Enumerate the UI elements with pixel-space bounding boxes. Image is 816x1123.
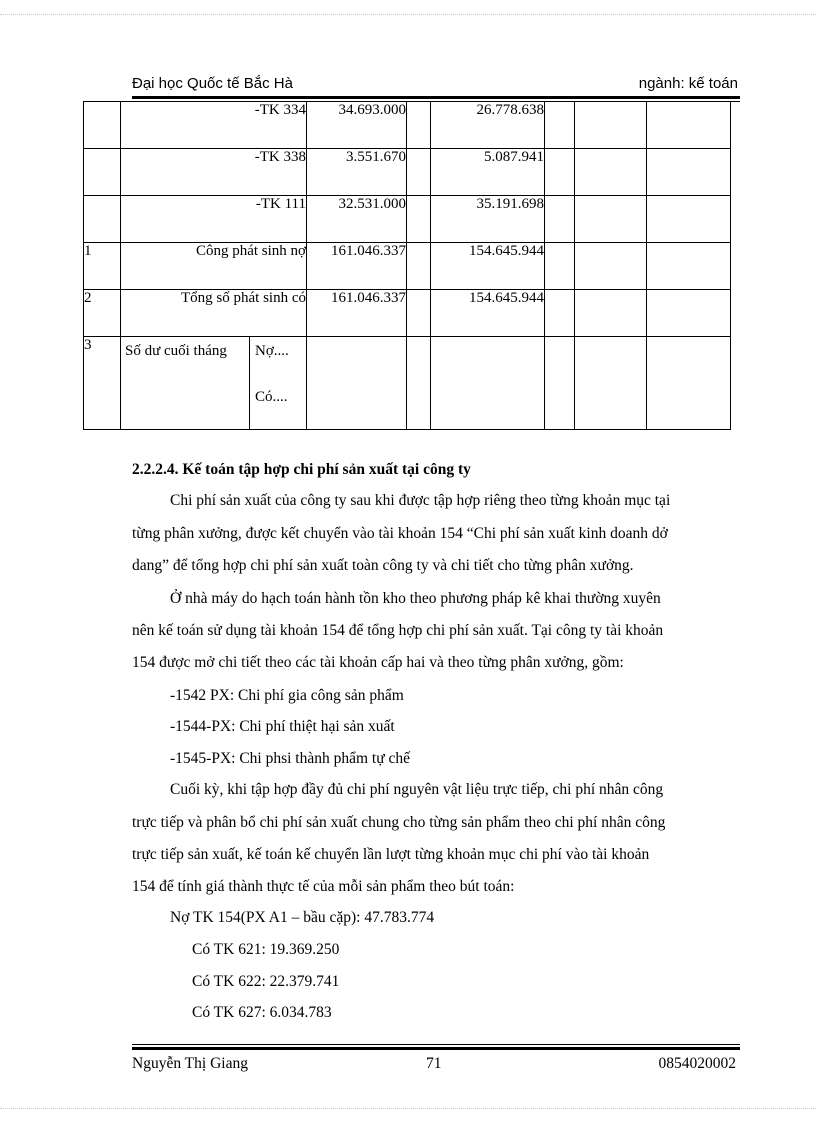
journal-entry-credit: Có TK 621: 19.369.250 <box>192 941 340 958</box>
empty-cell <box>575 243 647 290</box>
paragraph-line: Ở nhà máy do hạch toán hành tồn kho theo phương pháp kê khai thường xuyên <box>170 590 661 607</box>
header-rule <box>132 96 740 99</box>
journal-entry-debit: Nợ TK 154(PX A1 – bầu cặp): 47.783.774 <box>170 909 435 926</box>
list-item: -1542 PX: Chi phí gia công sản phẩm <box>170 687 404 704</box>
paragraph-line: từng phân xưởng, được kết chuyển vào tài khoản 154 “Chi phí sản xuất kinh doanh dở <box>132 525 668 542</box>
empty-cell <box>545 149 575 196</box>
closing-balance-cell <box>121 337 307 430</box>
empty-cell <box>407 243 431 290</box>
table-row <box>84 149 731 196</box>
closing-balance-label: Số dư cuối tháng <box>125 343 227 359</box>
row-value-1: 34.693.000 <box>307 102 407 149</box>
paragraph-line: Cuối kỳ, khi tập hợp đầy đủ chi phí nguyên vật liệu trực tiếp, chi phí nhân công <box>170 781 664 798</box>
empty-cell <box>575 337 647 430</box>
empty-cell <box>545 243 575 290</box>
paragraph-line: 154 để tính giá thành thực tế của mỗi sản phẩm theo bút toán: <box>132 878 515 895</box>
row-number <box>84 102 121 149</box>
empty-cell <box>647 196 731 243</box>
row-description: -TK 338 <box>121 149 307 196</box>
footer-page-number: 71 <box>426 1055 442 1072</box>
page-top-edge <box>0 14 816 15</box>
row-value-2: 154.645.944 <box>431 243 545 290</box>
row-value-2: 26.778.638 <box>431 102 545 149</box>
cell-divider <box>249 337 250 429</box>
paragraph-line: trực tiếp và phân bổ chi phí sản xuất chung cho từng sản phẩm theo chi phí nhân công <box>132 814 666 831</box>
row-value-2: 35.191.698 <box>431 196 545 243</box>
footer-rule <box>132 1047 740 1050</box>
row-value-1: 161.046.337 <box>307 243 407 290</box>
paragraph-line: Chi phí sản xuất của công ty sau khi được tập hợp riêng theo từng khoản mục tại <box>170 492 671 509</box>
row-value-1: 161.046.337 <box>307 290 407 337</box>
paragraph-line: 154 được mở chi tiết theo các tài khoản cấp hai và theo từng phân xưởng, gồm: <box>132 654 624 671</box>
table-row <box>84 290 731 337</box>
header-school: Đại học Quốc tế Bắc Hà <box>132 75 293 92</box>
page-bottom-edge <box>0 1108 816 1109</box>
empty-cell <box>431 337 545 430</box>
journal-entry-credit: Có TK 622: 22.379.741 <box>192 973 340 990</box>
row-description: -TK 111 <box>121 196 307 243</box>
closing-debit-label: Nợ.... <box>255 343 289 359</box>
row-value-1: 3.551.670 <box>307 149 407 196</box>
list-item: -1544-PX: Chi phí thiệt hại sản xuất <box>170 718 395 735</box>
empty-cell <box>407 102 431 149</box>
empty-cell <box>407 290 431 337</box>
row-value-1: 32.531.000 <box>307 196 407 243</box>
section-heading: 2.2.2.4. Kế toán tập hợp chi phí sản xuất tại công ty <box>132 461 471 478</box>
empty-cell <box>545 102 575 149</box>
empty-cell <box>407 337 431 430</box>
table-row <box>84 102 731 149</box>
empty-cell <box>575 196 647 243</box>
list-item: -1545-PX: Chi phsi thành phẩm tự chế <box>170 750 411 767</box>
row-number: 1 <box>84 243 121 290</box>
footer-student-id: 0854020002 <box>658 1055 736 1072</box>
table-row <box>84 196 731 243</box>
row-number <box>84 196 121 243</box>
empty-cell <box>575 102 647 149</box>
page-header <box>132 75 738 97</box>
empty-cell <box>647 149 731 196</box>
row-description: Công phát sinh nợ <box>121 243 307 290</box>
row-value-2: 5.087.941 <box>431 149 545 196</box>
empty-cell <box>407 196 431 243</box>
footer-author: Nguyễn Thị Giang <box>132 1055 248 1072</box>
row-description: Tổng số phát sinh có <box>121 290 307 337</box>
paragraph-line: nên kế toán sử dụng tài khoản 154 để tổng hợp chi phí sản xuất. Tại công ty tài khoản <box>132 622 664 639</box>
empty-cell <box>647 290 731 337</box>
empty-cell <box>575 149 647 196</box>
footer-rule-thin <box>132 1044 740 1045</box>
row-number <box>84 149 121 196</box>
empty-cell <box>575 290 647 337</box>
paragraph-line: trực tiếp sản xuất, kế toán kế chuyển lần lượt từng khoản mục chi phí vào tài khoản <box>132 846 650 863</box>
empty-cell <box>307 337 407 430</box>
paragraph-line: dang” để tổng hợp chi phí sản xuất toàn công ty và chi tiết cho từng phân xưởng. <box>132 557 634 574</box>
empty-cell <box>647 102 731 149</box>
empty-cell <box>545 337 575 430</box>
table-row-closing-balance <box>84 337 731 430</box>
empty-cell <box>407 149 431 196</box>
empty-cell <box>545 196 575 243</box>
closing-credit-label: Có.... <box>255 389 288 405</box>
row-value-2: 154.645.944 <box>431 290 545 337</box>
header-major: ngành: kế toán <box>638 75 738 92</box>
row-number: 2 <box>84 290 121 337</box>
table-row <box>84 243 731 290</box>
row-number: 3 <box>84 337 121 430</box>
row-description: -TK 334 <box>121 102 307 149</box>
journal-entry-credit: Có TK 627: 6.034.783 <box>192 1004 332 1021</box>
ledger-table <box>83 101 731 430</box>
empty-cell <box>545 290 575 337</box>
empty-cell <box>647 243 731 290</box>
empty-cell <box>647 337 731 430</box>
